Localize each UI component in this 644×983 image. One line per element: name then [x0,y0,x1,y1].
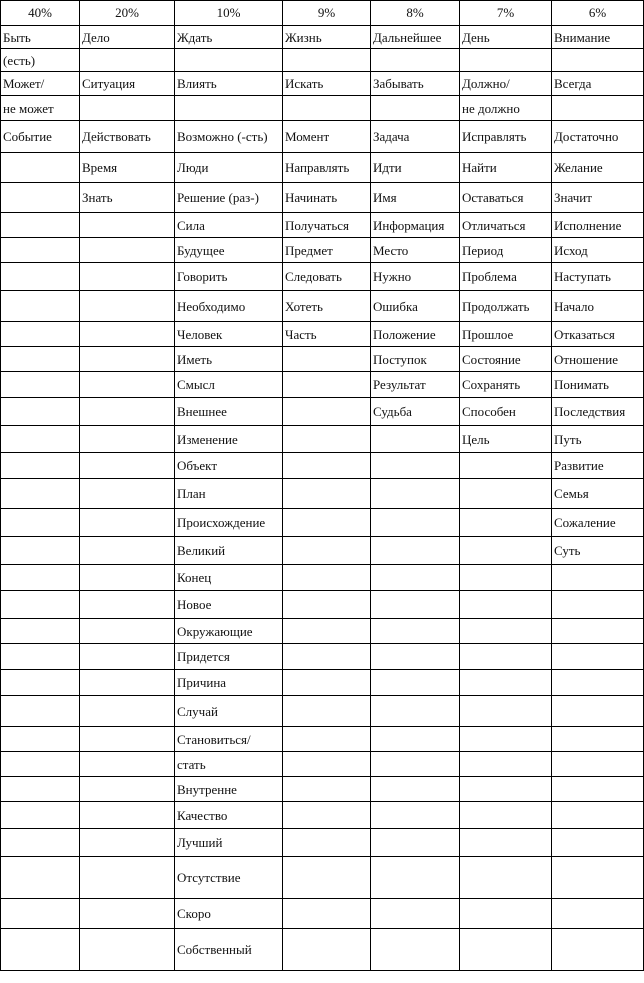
table-cell [552,802,644,829]
table-row [1,829,644,857]
table-cell [283,426,371,453]
table-row [1,591,644,619]
table-cell: День [460,26,552,49]
table-cell [371,727,460,752]
table-cell: Место [371,238,460,263]
table-cell [460,49,552,72]
table-cell: Дальнейшее [371,26,460,49]
table-cell [371,453,460,479]
table-cell [552,857,644,899]
table-cell [1,644,80,670]
table-cell [1,263,80,291]
table-row [1,670,644,696]
table-cell: Проблема [460,263,552,291]
table-cell [283,644,371,670]
table-cell [371,479,460,509]
table-cell [1,509,80,537]
table-cell [1,453,80,479]
table-cell: Часть [283,322,371,347]
table-cell: Дело [80,26,175,49]
table-cell: Внимание [552,26,644,49]
table-cell [80,347,175,372]
table-cell: Желание [552,153,644,183]
table-cell: Момент [283,121,371,153]
column-header: 10% [175,1,283,26]
table-cell [552,619,644,644]
table-cell: Результат [371,372,460,398]
table-cell [1,777,80,802]
table-cell: Начало [552,291,644,322]
table-cell: не может [1,96,80,121]
table-cell [80,426,175,453]
table-row [1,398,644,426]
table-cell: Конец [175,565,283,591]
table-cell [1,213,80,238]
table-cell [371,929,460,971]
table-cell: Изменение [175,426,283,453]
table-cell [460,619,552,644]
column-header: 9% [283,1,371,26]
table-cell: Забывать [371,72,460,96]
table-cell [552,899,644,929]
table-cell [460,727,552,752]
table-cell [80,752,175,777]
table-cell: Происхождение [175,509,283,537]
table-cell: Нужно [371,263,460,291]
table-cell [1,479,80,509]
table-cell: Ждать [175,26,283,49]
table-cell: Способен [460,398,552,426]
table-cell [283,453,371,479]
table-cell: Суть [552,537,644,565]
table-cell: Продолжать [460,291,552,322]
table-cell: Семья [552,479,644,509]
table-cell [371,49,460,72]
table-row [1,619,644,644]
table-cell [283,49,371,72]
table-cell [283,670,371,696]
table-cell: Отличаться [460,213,552,238]
table-cell: Последствия [552,398,644,426]
table-cell: Окружающие [175,619,283,644]
table-cell [1,829,80,857]
table-cell: Время [80,153,175,183]
table-cell [1,347,80,372]
table-cell: (есть) [1,49,80,72]
table-cell [552,565,644,591]
table-row [1,899,644,929]
table-cell: Новое [175,591,283,619]
table-cell [175,96,283,121]
table-cell: Наступать [552,263,644,291]
table-cell [80,929,175,971]
table-cell [1,929,80,971]
table-cell [1,426,80,453]
table-cell [460,479,552,509]
table-cell [80,591,175,619]
table-cell [175,49,283,72]
table-cell [460,509,552,537]
table-row [1,263,644,291]
table-cell [80,777,175,802]
table-cell [552,829,644,857]
table-cell: Великий [175,537,283,565]
table-cell [80,238,175,263]
table-cell [1,153,80,183]
table-row [1,121,644,153]
table-cell [80,727,175,752]
table-cell [1,238,80,263]
table-cell: Собственный [175,929,283,971]
table-cell [460,777,552,802]
table-cell: Сила [175,213,283,238]
table-cell [283,619,371,644]
table-cell [460,857,552,899]
table-cell [80,372,175,398]
table-cell [80,322,175,347]
table-cell: Направлять [283,153,371,183]
table-cell [80,802,175,829]
table-cell [371,537,460,565]
table-cell: Прошлое [460,322,552,347]
table-cell [80,49,175,72]
table-row [1,857,644,899]
table-cell [80,857,175,899]
table-row [1,213,644,238]
table-row [1,479,644,509]
table-cell [371,591,460,619]
table-cell [371,857,460,899]
table-cell: Отношение [552,347,644,372]
table-cell: не должно [460,96,552,121]
table-row [1,372,644,398]
table-cell [283,96,371,121]
table-cell: Имя [371,183,460,213]
table-cell [1,565,80,591]
table-cell: Судьба [371,398,460,426]
table-cell [460,696,552,727]
table-cell [552,696,644,727]
table-cell [552,929,644,971]
table-cell [80,899,175,929]
table-cell [80,829,175,857]
table-cell: Действовать [80,121,175,153]
table-cell: Придется [175,644,283,670]
table-cell: Становиться/ [175,727,283,752]
table-row [1,72,644,96]
table-cell: Оставаться [460,183,552,213]
table-cell [80,291,175,322]
table-cell [1,183,80,213]
table-cell: Достаточно [552,121,644,153]
table-cell [460,537,552,565]
table-row [1,752,644,777]
table-cell: Исправлять [460,121,552,153]
table-cell [371,670,460,696]
table-cell [460,591,552,619]
table-cell [371,565,460,591]
table-cell: Отказаться [552,322,644,347]
table-cell [283,565,371,591]
table-cell: Объект [175,453,283,479]
table-cell [1,696,80,727]
table-cell [371,644,460,670]
table-cell [80,213,175,238]
table-cell: Цель [460,426,552,453]
table-cell [80,537,175,565]
table-cell [80,398,175,426]
table-cell: Может/ [1,72,80,96]
table-row [1,777,644,802]
table-cell [552,644,644,670]
table-cell: Найти [460,153,552,183]
table-cell [80,644,175,670]
table-cell: Следовать [283,263,371,291]
table-row [1,238,644,263]
table-row [1,696,644,727]
table-row [1,929,644,971]
table-cell [552,727,644,752]
table-cell: Человек [175,322,283,347]
table-cell [1,619,80,644]
table-row [1,183,644,213]
table-cell [283,899,371,929]
table-cell: Скоро [175,899,283,929]
table-row [1,153,644,183]
table-cell [371,426,460,453]
table-cell [80,96,175,121]
table-cell: План [175,479,283,509]
table-cell [80,670,175,696]
table-cell: Влиять [175,72,283,96]
table-cell [283,398,371,426]
table-cell [283,591,371,619]
table-row [1,453,644,479]
table-cell [371,899,460,929]
table-cell: Быть [1,26,80,49]
table-row [1,802,644,829]
table-body [1,26,644,971]
table-cell [552,777,644,802]
table-cell [552,752,644,777]
table-cell: Необходимо [175,291,283,322]
table-cell [1,857,80,899]
column-header: 40% [1,1,80,26]
table-cell [460,752,552,777]
table-cell: Понимать [552,372,644,398]
table-cell: Информация [371,213,460,238]
table-cell [371,777,460,802]
table-cell: Случай [175,696,283,727]
table-row [1,26,644,49]
table-row [1,509,644,537]
table-cell [371,829,460,857]
table-cell: Будущее [175,238,283,263]
table-cell [283,509,371,537]
table-cell [1,802,80,829]
table-cell [283,347,371,372]
table-cell: Путь [552,426,644,453]
table-cell: Получаться [283,213,371,238]
table-cell: Смысл [175,372,283,398]
table-row [1,291,644,322]
table-cell [80,619,175,644]
table-cell [283,752,371,777]
table-row [1,347,644,372]
table-cell [552,591,644,619]
table-cell: Всегда [552,72,644,96]
table-cell: Исполнение [552,213,644,238]
table-cell [552,96,644,121]
table-cell [1,322,80,347]
table-row [1,537,644,565]
table-cell: Сожаление [552,509,644,537]
table-cell: Внешнее [175,398,283,426]
table-cell [460,453,552,479]
table-cell: Исход [552,238,644,263]
table-row [1,322,644,347]
table-cell [371,96,460,121]
column-header: 6% [552,1,644,26]
table-cell [80,696,175,727]
table-cell [460,929,552,971]
table-cell [371,752,460,777]
table-cell [283,479,371,509]
table-cell: Значит [552,183,644,213]
table-cell [552,670,644,696]
table-row [1,644,644,670]
table-row [1,727,644,752]
table-cell: Внутренне [175,777,283,802]
table-cell: Иметь [175,347,283,372]
table-cell: Хотеть [283,291,371,322]
table-cell [283,857,371,899]
table-cell [283,777,371,802]
table-cell [1,372,80,398]
table-cell [283,829,371,857]
table-cell [1,899,80,929]
column-header: 8% [371,1,460,26]
table-cell [1,752,80,777]
table-cell: Качество [175,802,283,829]
table-cell [80,453,175,479]
table-row [1,426,644,453]
table-cell: стать [175,752,283,777]
table-cell [460,899,552,929]
table-cell: Решение (раз-) [175,183,283,213]
table-cell: Причина [175,670,283,696]
table-cell [460,802,552,829]
table-cell [1,591,80,619]
table-cell: Искать [283,72,371,96]
table-cell [80,509,175,537]
table-cell [1,727,80,752]
table-cell: Люди [175,153,283,183]
table-cell [283,727,371,752]
table-cell: Развитие [552,453,644,479]
table-cell [460,565,552,591]
table-cell [80,479,175,509]
table-cell [552,49,644,72]
table-cell [283,929,371,971]
table-cell [1,670,80,696]
table-cell [371,802,460,829]
table-cell: Должно/ [460,72,552,96]
table-cell [1,291,80,322]
table-cell: Жизнь [283,26,371,49]
table-row [1,565,644,591]
table-cell [460,670,552,696]
table-cell: Возможно (-сть) [175,121,283,153]
table-cell [460,644,552,670]
table-cell: Идти [371,153,460,183]
table-cell: Задача [371,121,460,153]
table-cell [371,619,460,644]
table-cell [371,696,460,727]
table-cell [283,372,371,398]
table-cell: Отсутствие [175,857,283,899]
table-cell: Поступок [371,347,460,372]
table-cell [80,263,175,291]
table-cell: Знать [80,183,175,213]
column-header: 7% [460,1,552,26]
table-cell [1,537,80,565]
table-cell [460,829,552,857]
table-cell [80,565,175,591]
column-header: 20% [80,1,175,26]
table-cell: Предмет [283,238,371,263]
table-cell [283,537,371,565]
table-cell: Период [460,238,552,263]
table-cell: Начинать [283,183,371,213]
header-row [1,1,644,26]
table-cell: Сохранять [460,372,552,398]
table-cell [371,509,460,537]
table-cell [1,398,80,426]
table-row [1,96,644,121]
table-cell: Положение [371,322,460,347]
table-cell [283,696,371,727]
table-row [1,49,644,72]
table-cell: Ошибка [371,291,460,322]
table-cell: Ситуация [80,72,175,96]
table-cell: Событие [1,121,80,153]
table-cell: Говорить [175,263,283,291]
table-cell: Состояние [460,347,552,372]
table-cell [283,802,371,829]
table-cell: Лучший [175,829,283,857]
